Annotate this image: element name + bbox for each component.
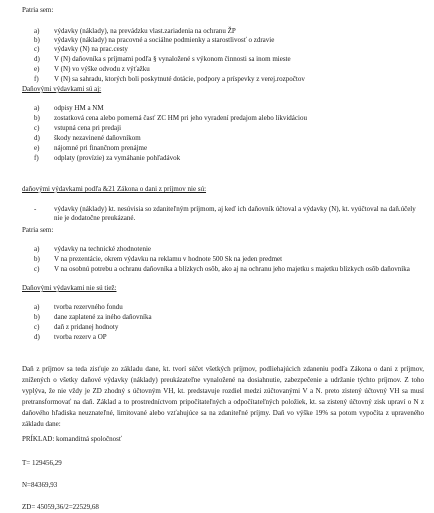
calc-line: T= 129456,29: [22, 459, 62, 467]
section-heading: Daňovými výdavkami nie sú tiež:: [22, 284, 117, 292]
calc-line: N=84369,93: [22, 481, 58, 489]
section-heading: daňovými výdavkami podľa &21 Zákona o dani z príjmov nie sú:: [22, 185, 207, 193]
body-paragraph: Daň z príjmov sa teda zisťuje zo základu dane, kt. tvorí súčet všetkých príjmov, podliehajúcich zdaneniu podľa Zákona o dani z príjmov, znížených o všetky daňové výdavky (náklady) preukázateľne vynaložené na dosiahnutie, zabezpečenie a udržanie týchto príjmov. Z toho vyplýva, že nie vždy je ZD zhodný s účtovným VH, kt. predstavuje rozdiel medzi zúčtovanými V a N. preto zistený účtovný VH sa musí pretransformovať na daň. Základ a to prostredníctvom pripočítateľných a odpočítateľných položiek, kt. sa zistený účtovný zisk upraví o N z daňového hľadiska neuznateľné, limitované alebo vzťahujúce sa na zdaniteľné príjmy. Daň vo výške 19% sa potom vypočíta z upraveného základu dane:: [22, 365, 424, 428]
section-intro: Patria sem:: [22, 226, 54, 234]
section-heading: Daňovými výdavkami sú aj:: [22, 85, 102, 93]
example-title: PRÍKLAD: komanditná spoločnosť: [22, 435, 122, 443]
section-intro: Patria sem:: [22, 6, 54, 14]
calc-line: ZD= 45059,36/2=22529,68: [22, 503, 99, 511]
